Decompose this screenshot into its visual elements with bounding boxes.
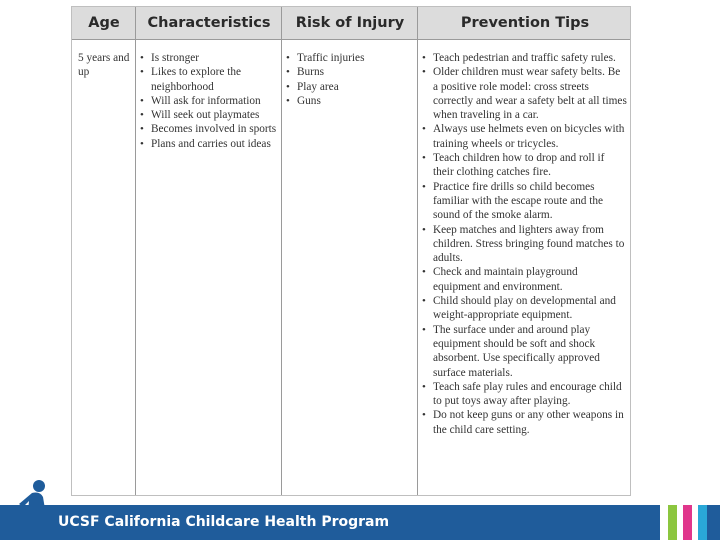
prevention-tip-item: • Always use helmets even on bicycles with training wheels or tricycles. <box>421 122 627 151</box>
age-cell: 5 years and up <box>78 52 130 79</box>
characteristics-list <box>139 51 278 151</box>
footer-bar <box>0 505 720 540</box>
prevention-tip-item: • Check and maintain playground equipment and environment. <box>421 265 627 294</box>
prevention-tip-item: • Teach children how to drop and roll if their clothing catches fire. <box>421 151 627 180</box>
risk-item: • Play area <box>285 80 413 94</box>
characteristic-item: • Will ask for information <box>139 94 278 108</box>
prevention-tip-item: • Do not keep guns or any other weapons in the child care setting. <box>421 408 627 437</box>
prevention-tip-item: • Practice fire drills so child becomes familiar with the escape route and the sound of the smoke alarm. <box>421 180 627 223</box>
decorative-stripe <box>698 505 707 540</box>
table-header-row <box>72 7 630 40</box>
prevention-tip-item: • Teach pedestrian and traffic safety rules. <box>421 51 627 65</box>
risk-item: • Burns <box>285 65 413 79</box>
header-prevention-tips: Prevention Tips <box>460 15 590 31</box>
prevention-tips-list <box>421 51 627 437</box>
header-risk-of-injury: Risk of Injury <box>295 15 405 31</box>
column-divider <box>135 7 136 495</box>
decorative-stripe <box>660 505 668 540</box>
footer-title: UCSF California Childcare Health Program <box>58 514 390 530</box>
characteristic-item: • Plans and carries out ideas <box>139 137 278 151</box>
characteristic-item: • Is stronger <box>139 51 278 65</box>
prevention-tip-item: • Keep matches and lighters away from children. Stress bringing found matches to adults. <box>421 223 627 266</box>
injury-prevention-table <box>71 6 631 496</box>
characteristic-item: • Likes to explore the neighborhood <box>139 65 278 94</box>
characteristic-item: • Becomes involved in sports <box>139 122 278 136</box>
risk-item: • Traffic injuries <box>285 51 413 65</box>
decorative-stripe <box>683 505 692 540</box>
column-divider <box>417 7 418 495</box>
decorative-stripe <box>668 505 677 540</box>
prevention-tip-item: • Child should play on developmental and weight-appropriate equipment. <box>421 294 627 323</box>
prevention-tip-item: • Older children must wear safety belts. Be a positive role model: cross streets correctly and wear a safety belt at all times when traveling in a car. <box>421 65 627 122</box>
prevention-tip-item: • Teach safe play rules and encourage child to put toys away after playing. <box>421 380 627 409</box>
risk-item: • Guns <box>285 94 413 108</box>
header-age: Age <box>88 15 120 31</box>
risk-list <box>285 51 413 108</box>
column-divider <box>281 7 282 495</box>
characteristic-item: • Will seek out playmates <box>139 108 278 122</box>
header-characteristics: Characteristics <box>147 15 271 31</box>
prevention-tip-item: • The surface under and around play equipment should be soft and shock absorbent. Use specifically approved surface materials. <box>421 323 627 380</box>
